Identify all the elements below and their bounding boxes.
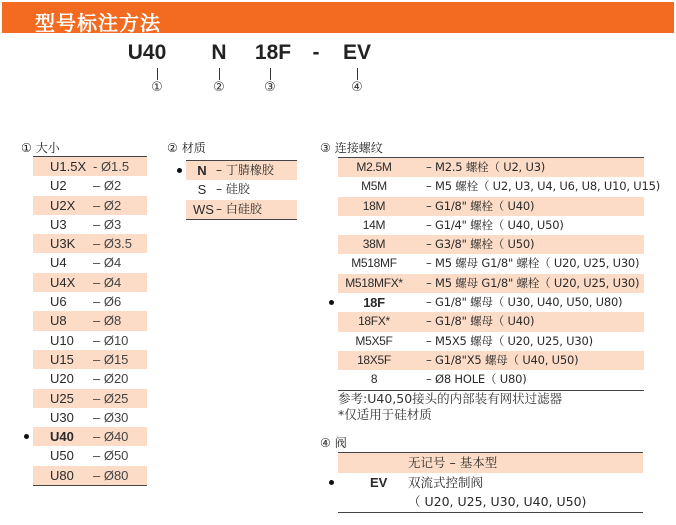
size-code: U15 — [50, 351, 74, 367]
selected-bullet-icon — [24, 434, 29, 439]
size-row — [33, 427, 147, 446]
size-code: U30 — [50, 409, 74, 425]
valve-code: EV — [370, 474, 388, 490]
size-row — [33, 234, 147, 253]
material-code: S — [197, 182, 207, 198]
page-title: 型号标注方法 — [35, 11, 161, 35]
size-row — [33, 311, 147, 330]
marker-1: ① — [151, 80, 163, 95]
size-code: U80 — [50, 467, 74, 483]
material-value: – 丁腈橡胶 — [216, 163, 274, 177]
size-row — [33, 389, 147, 408]
valve-value: 无记号 – 基本型 — [408, 455, 498, 470]
thread-row — [338, 158, 644, 177]
size-value: – Ø10 — [93, 332, 129, 348]
size-value: – Ø6 — [93, 294, 122, 310]
thread-row — [338, 177, 660, 196]
valve-row — [338, 473, 643, 493]
size-value: – Ø2 — [93, 178, 122, 194]
code-part-thread: 18F — [254, 41, 292, 64]
material-value: – 硅胶 — [216, 182, 250, 197]
header-banner — [2, 2, 674, 33]
valve-table — [338, 452, 643, 513]
size-row — [33, 408, 147, 427]
code-part-valve: EV — [342, 41, 371, 64]
code-part-size: U40 — [127, 41, 167, 64]
thread-value: – G1/4" 螺栓（ U40, U50) — [426, 217, 564, 232]
thread-value: – Ø8 HOLE（ U80) — [426, 372, 527, 387]
thread-value: – G1/8" 螺母（ U30, U40, U50, U80) — [426, 295, 623, 310]
size-value: – Ø50 — [93, 448, 129, 464]
material-code: N — [197, 163, 207, 178]
material-row — [186, 161, 297, 180]
size-row — [33, 466, 147, 485]
size-row — [33, 176, 147, 195]
size-row — [33, 369, 147, 388]
size-code: U2 — [50, 178, 67, 194]
thread-value: – M5 螺母 G1/8" 螺栓（ U20, U25, U30) — [426, 256, 640, 271]
size-row — [33, 446, 147, 465]
marker-2: ② — [213, 80, 225, 95]
size-row — [33, 331, 147, 350]
size-row — [33, 196, 147, 215]
section-title-material: ② 材质 — [167, 141, 206, 155]
thread-value: – G1/8" 螺栓（ U40) — [426, 198, 535, 213]
valve-row — [338, 453, 643, 473]
thread-row — [338, 216, 644, 235]
size-code: U6 — [50, 294, 67, 310]
size-value: – Ø4 — [93, 255, 122, 271]
code-part-material: N — [211, 41, 227, 64]
tick-line — [219, 68, 220, 80]
thread-value: – M2.5 螺栓（ U2, U3) — [426, 160, 546, 174]
thread-value: – M5 螺栓（ U2, U3, U4, U6, U8, U10, U15) — [426, 179, 660, 194]
thread-code: 8 — [370, 372, 378, 387]
size-code: U20 — [50, 371, 74, 387]
thread-value: – M5 螺母 G1/8" 螺栓（ U20, U25, U30) — [426, 275, 640, 290]
thread-code: 18FX* — [358, 314, 390, 329]
size-row — [33, 350, 147, 369]
material-value: – 白硅胶 — [216, 201, 262, 216]
size-row — [33, 253, 147, 272]
note-silicone: *仅适用于硅材质 — [338, 407, 432, 422]
thread-code: M5X5F — [355, 333, 393, 348]
tick-line — [157, 68, 158, 80]
size-value: – Ø20 — [93, 371, 129, 387]
size-code: U10 — [50, 332, 74, 348]
thread-value: – G3/8" 螺栓（ U50) — [426, 237, 535, 252]
size-value: – Ø3.5 — [93, 236, 133, 252]
valve-value: （ U20, U25, U30, U40, U50) — [408, 494, 587, 509]
thread-row — [338, 370, 644, 389]
thread-code: M5M — [361, 179, 387, 194]
material-code: WS — [193, 201, 214, 217]
material-row — [186, 180, 297, 199]
size-row — [33, 292, 147, 311]
section-title-size: ① 大小 — [21, 141, 60, 155]
size-value: – Ø40 — [93, 429, 129, 445]
thread-row — [338, 351, 644, 370]
size-value: – Ø25 — [93, 390, 129, 406]
marker-4: ④ — [351, 80, 363, 95]
code-part-dash: - — [312, 41, 320, 64]
valve-value: 双流式控制阀 — [408, 474, 484, 490]
size-value: – Ø2 — [93, 197, 122, 213]
size-row — [33, 157, 147, 176]
thread-code: M518MFX* — [345, 275, 403, 290]
selected-bullet-icon — [177, 168, 182, 173]
thread-row — [338, 235, 644, 254]
section-title-valve: ④ 阀 — [320, 436, 347, 450]
size-value: – Ø30 — [93, 409, 129, 425]
thread-row — [338, 332, 644, 351]
size-code: U50 — [50, 448, 74, 464]
size-value: - Ø1.5 — [93, 159, 130, 174]
size-code: U2X — [50, 197, 76, 213]
thread-code: 18M — [362, 198, 386, 213]
material-table — [186, 160, 297, 220]
thread-table — [338, 157, 660, 391]
note-filter: 参考:U40,50接头的内部装有网状过滤器 — [338, 391, 563, 406]
thread-value: – M5X5 螺母（ U20, U25, U30) — [426, 333, 593, 348]
thread-code: 14M — [362, 217, 386, 232]
selected-bullet-icon — [329, 300, 334, 305]
thread-code: M2.5M — [356, 160, 392, 174]
size-table — [33, 156, 147, 486]
size-value: – Ø15 — [93, 351, 129, 367]
size-row — [33, 215, 147, 234]
thread-code: 18X5F — [357, 352, 391, 367]
valve-row — [338, 492, 643, 512]
thread-row — [338, 274, 644, 293]
selected-bullet-icon — [329, 480, 334, 485]
thread-row — [338, 254, 644, 273]
size-value: – Ø3 — [93, 216, 122, 232]
size-code: U4X — [50, 274, 76, 290]
size-value: – Ø4 — [93, 274, 122, 290]
size-code: U3K — [50, 236, 76, 252]
thread-value: – G1/8" 螺母（ U40) — [426, 314, 535, 329]
thread-value: – G1/8"X5 螺母（ U40, U50) — [426, 352, 579, 367]
thread-code: 38M — [362, 237, 386, 252]
thread-row — [338, 197, 644, 216]
size-code: U25 — [50, 390, 74, 406]
size-code: U4 — [50, 255, 67, 271]
size-code: U3 — [50, 216, 67, 232]
marker-3: ③ — [264, 80, 276, 95]
section-title-thread: ③ 连接螺纹 — [320, 141, 383, 155]
tick-line — [357, 68, 358, 80]
thread-row — [338, 312, 644, 331]
size-row — [33, 273, 147, 292]
thread-code: M518MF — [351, 256, 397, 271]
size-code: U8 — [50, 313, 67, 329]
size-code: U1.5X — [50, 159, 87, 174]
size-code: U40 — [50, 429, 74, 445]
size-value: – Ø80 — [93, 467, 129, 483]
thread-code: 18F — [363, 295, 385, 311]
size-value: – Ø8 — [93, 313, 122, 329]
thread-row — [338, 293, 644, 312]
tick-line — [270, 68, 271, 80]
material-row — [186, 200, 297, 219]
